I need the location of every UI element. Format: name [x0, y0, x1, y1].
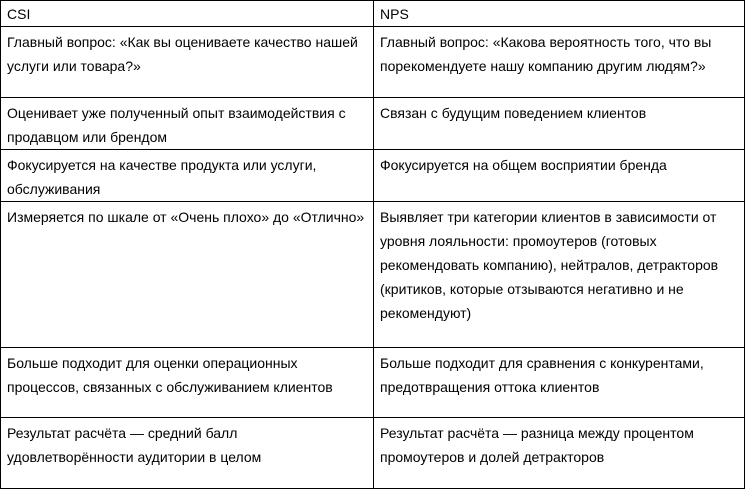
table-row: [1, 98, 745, 150]
csi-main-question: Главный вопрос: «Как вы оцениваете качество нашей услуги или товара?»: [1, 27, 374, 98]
header-nps: NPS: [374, 1, 745, 27]
table-row: [1, 348, 745, 418]
csi-experience: Оценивает уже полученный опыт взаимодействия с продавцом или брендом: [1, 98, 374, 150]
nps-experience: Связан с будущим поведением клиентов: [374, 98, 745, 150]
nps-focus: Фокусируется на общем восприятии бренда: [374, 150, 745, 202]
nps-categories: Выявляет три категории клиентов в зависимости от уровня лояльности: промоутеров (готовых рекомендовать компанию), нейтралов, детракторов (критиков, которые отзываются негативно и не рекомендуют): [374, 202, 745, 348]
header-row: [1, 1, 745, 27]
csi-result: Результат расчёта — средний балл удовлетворённости аудитории в целом: [1, 418, 374, 489]
csi-best-for: Больше подходит для оценки операционных процессов, связанных с обслуживанием клиентов: [1, 348, 374, 418]
table-row: [1, 418, 745, 489]
table-row: [1, 27, 745, 98]
nps-result: Результат расчёта — разница между процентом промоутеров и долей детракторов: [374, 418, 745, 489]
csi-scale: Измеряется по шкале от «Очень плохо» до «Отлично»: [1, 202, 374, 348]
nps-best-for: Больше подходит для сравнения с конкурентами, предотвращения оттока клиентов: [374, 348, 745, 418]
table-row: [1, 202, 745, 348]
nps-main-question: Главный вопрос: «Какова вероятность того, что вы порекомендуете нашу компанию другим людям?»: [374, 27, 745, 98]
table-row: [1, 150, 745, 202]
header-csi: CSI: [1, 1, 374, 27]
csi-focus: Фокусируется на качестве продукта или услуги, обслуживания: [1, 150, 374, 202]
